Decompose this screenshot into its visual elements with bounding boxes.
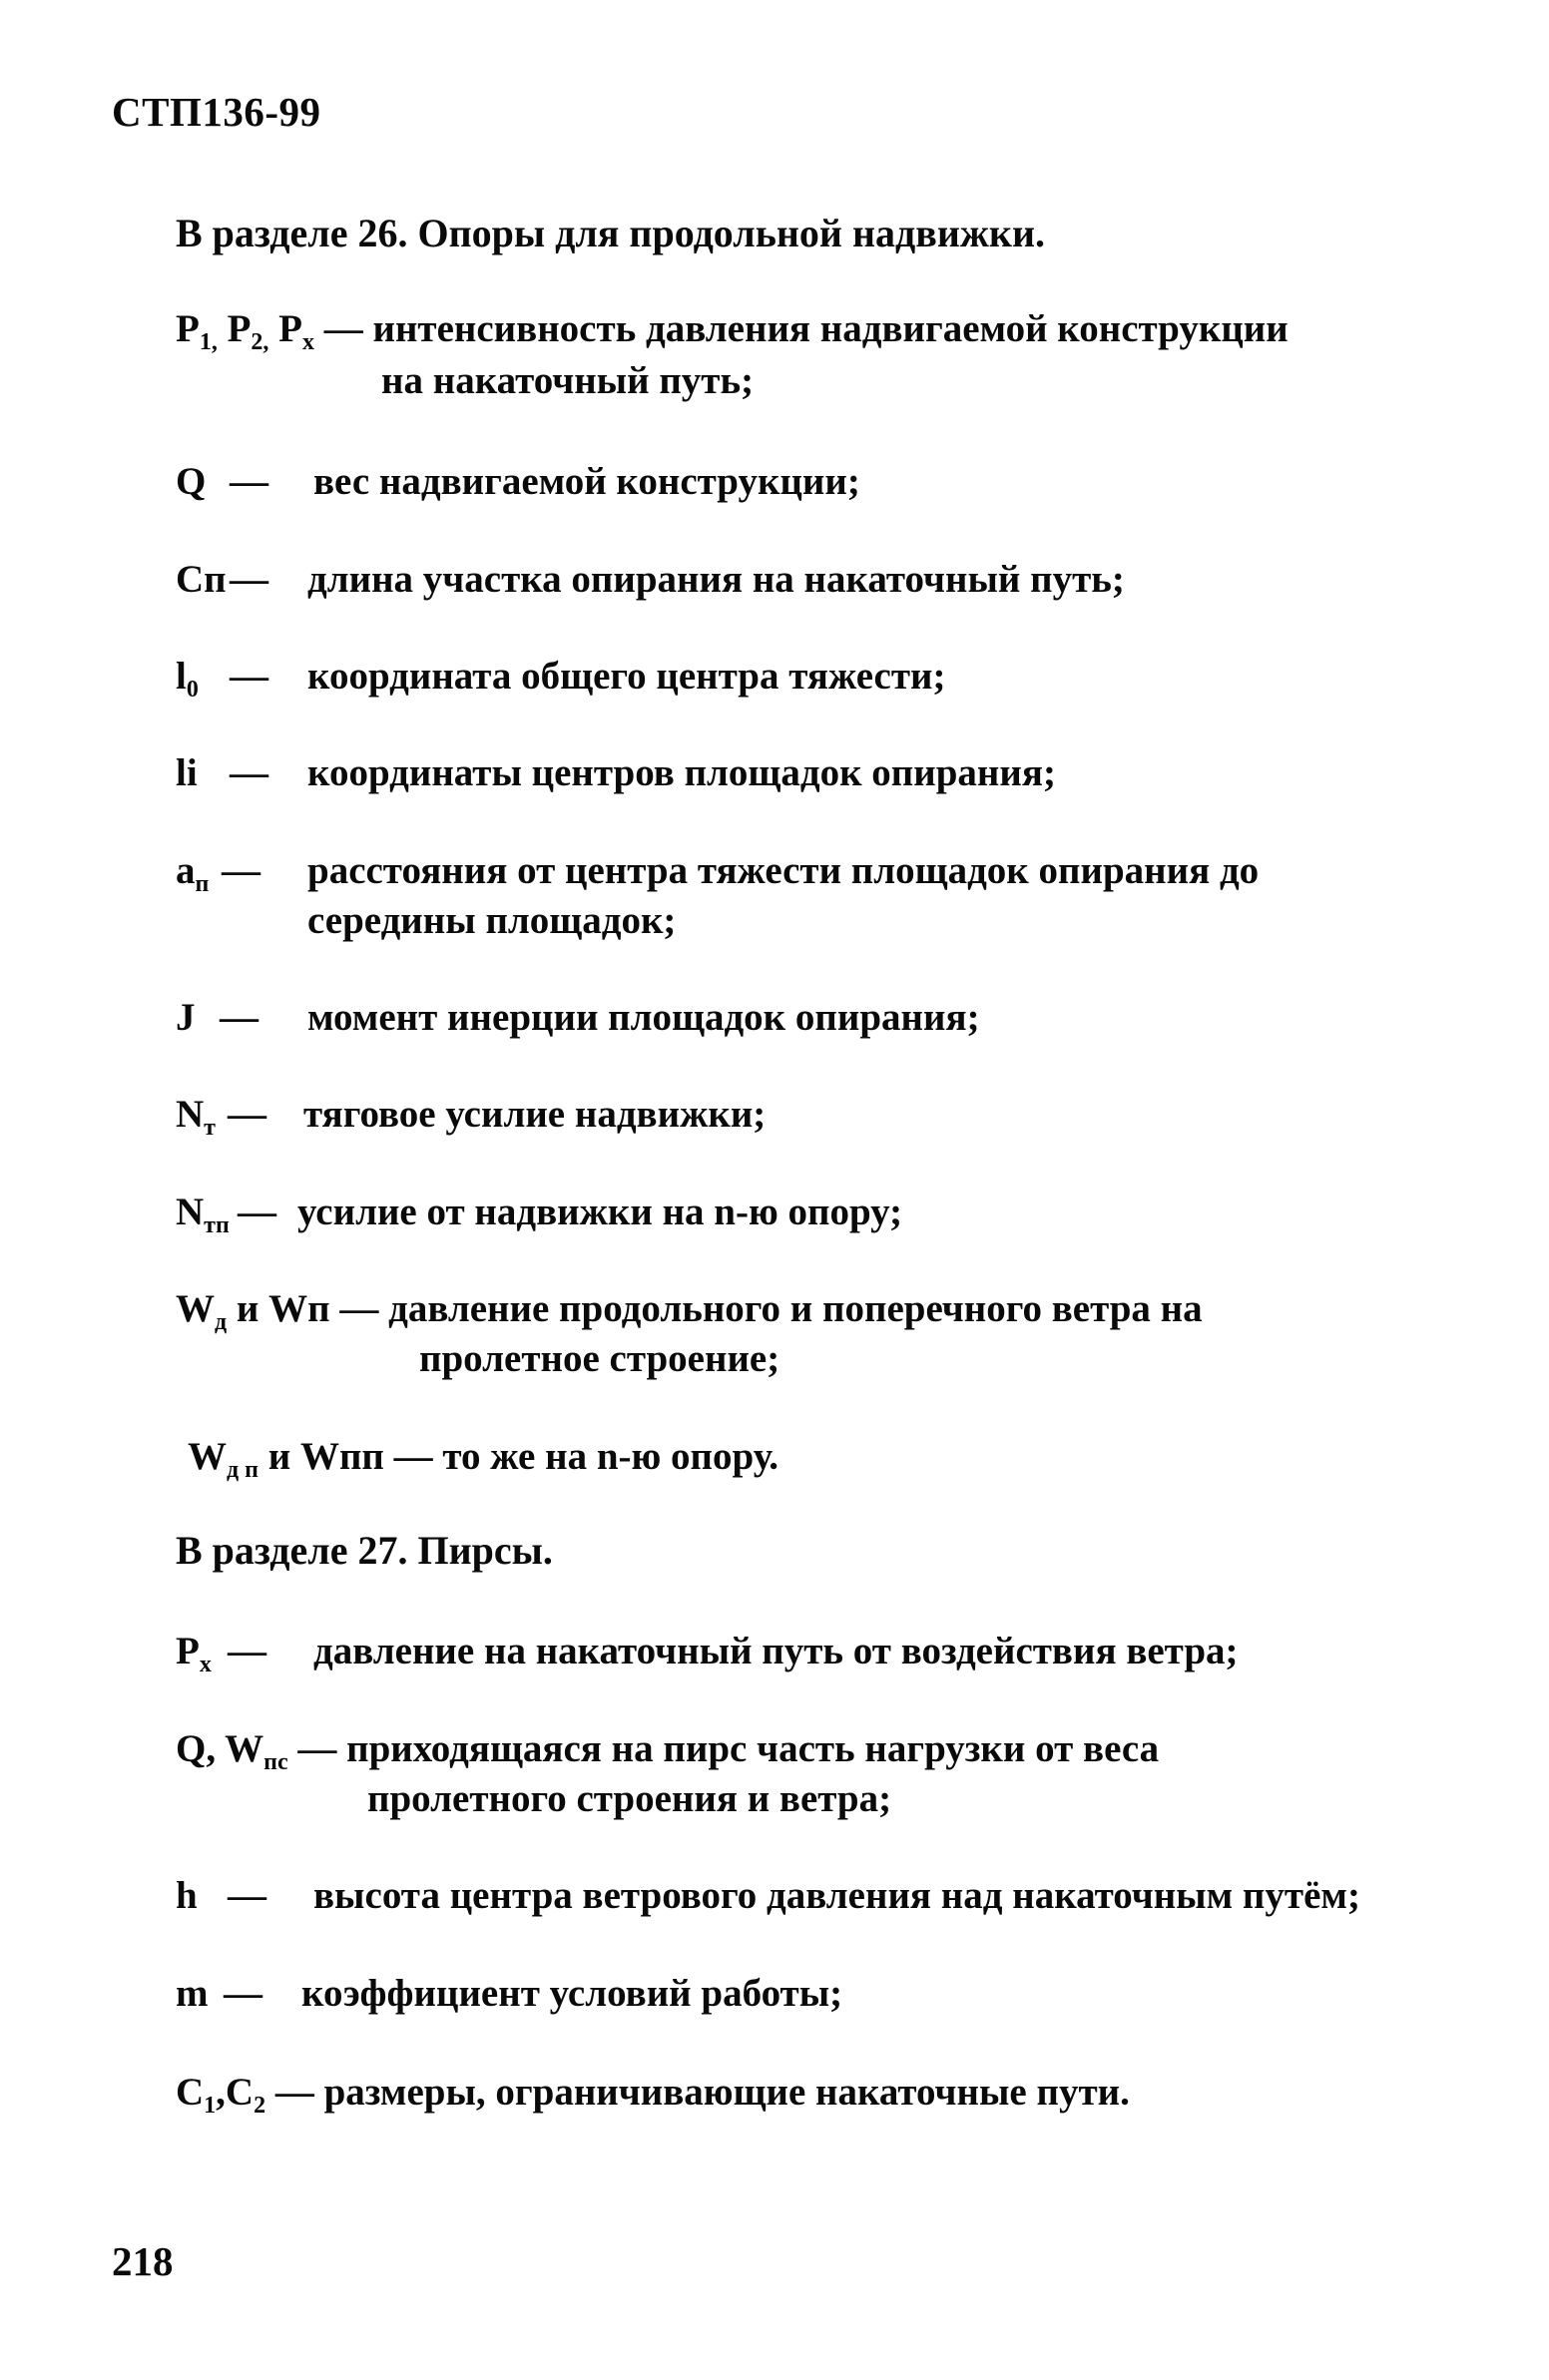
entry-subscript: п bbox=[195, 871, 210, 897]
entry-symbol-mid: и Wпп bbox=[258, 1435, 394, 1478]
entry-dash: — bbox=[238, 1190, 276, 1233]
entry-description: давление продольного и поперечного ветра на bbox=[388, 1287, 1203, 1330]
entry-dash: — bbox=[230, 655, 268, 698]
entry-symbol: Q, W bbox=[176, 1727, 264, 1770]
entry-dash: — bbox=[224, 1972, 262, 2015]
entry-symbol: N bbox=[176, 1093, 205, 1136]
entry-wdn-wnn bbox=[188, 1432, 778, 1482]
entry-q-wnc bbox=[176, 1724, 1159, 1774]
entry-subscript: тп bbox=[204, 1212, 230, 1238]
entry-description: координата общего центра тяжести; bbox=[307, 655, 946, 698]
entry-li bbox=[176, 748, 1056, 798]
entry-dash: — bbox=[339, 1287, 379, 1330]
entry-symbol: P bbox=[176, 1630, 200, 1672]
entry-dash: — bbox=[230, 751, 268, 794]
entry-m bbox=[176, 1969, 842, 2019]
entry-nt bbox=[176, 1090, 766, 1140]
entry-symbol: Cп bbox=[176, 558, 227, 601]
entry-continuation: середины площадок; bbox=[307, 899, 677, 942]
entry-px bbox=[176, 1627, 1239, 1676]
entry-symbol-3: P bbox=[268, 307, 302, 350]
section-26-prefix: В разделе 26. bbox=[176, 211, 408, 255]
entry-description: приходящаяся на пирс часть нагрузки от веса bbox=[346, 1727, 1160, 1770]
entry-description: момент инерции площадок опирания; bbox=[307, 996, 980, 1039]
entry-subscript: д п bbox=[227, 1457, 258, 1483]
entry-subscript: 0 bbox=[186, 677, 199, 703]
entry-symbol: li bbox=[176, 751, 198, 794]
entry-continuation: пролетного строения и ветра; bbox=[367, 1777, 892, 1820]
entry-description: усилие от надвижки на n-ю опору; bbox=[297, 1190, 903, 1233]
entry-dash: — bbox=[230, 558, 268, 601]
entry-continuation: на накаточный путь; bbox=[381, 359, 755, 402]
page-number: 218 bbox=[112, 2238, 174, 2284]
section-27-heading bbox=[176, 1527, 553, 1574]
entry-j bbox=[176, 993, 980, 1043]
entry-an bbox=[176, 846, 1259, 896]
entry-p1-p2-px bbox=[176, 304, 1289, 354]
entry-subscript: т bbox=[204, 1115, 216, 1141]
entry-symbol: Q bbox=[176, 460, 207, 503]
entry-dash: — bbox=[297, 1727, 337, 1770]
entry-description: размеры, ограничивающие накаточные пути. bbox=[323, 2071, 1130, 2114]
entry-wd-wn bbox=[176, 1284, 1203, 1334]
entry-ntn bbox=[176, 1188, 902, 1237]
entry-subscript: x bbox=[199, 1652, 212, 1677]
entry-h bbox=[176, 1871, 1360, 1921]
entry-description: координаты центров площадок опирания; bbox=[307, 751, 1056, 794]
entry-symbol-mid: и Wп bbox=[227, 1287, 340, 1330]
entry-subscript-3: x bbox=[301, 329, 314, 355]
entry-symbol: h bbox=[176, 1874, 198, 1917]
entry-dash: — bbox=[274, 2071, 314, 2114]
entry-description: высота центра ветрового давления над накаточным путём; bbox=[313, 1874, 1360, 1917]
entry-subscript: 1 bbox=[204, 2093, 217, 2119]
entry-symbol: m bbox=[176, 1972, 209, 2015]
entry-symbol: P bbox=[176, 307, 200, 350]
section-26-title: Опоры для продольной надвижки. bbox=[417, 211, 1045, 255]
entry-symbol: l bbox=[176, 655, 187, 698]
entry-symbol: C bbox=[176, 2071, 205, 2114]
entry-description: давление на накаточный путь от воздействия ветра; bbox=[313, 1630, 1239, 1672]
entry-description: тяговое усилие надвижки; bbox=[303, 1093, 767, 1136]
entry-dash: — bbox=[228, 1093, 266, 1136]
entry-symbol: J bbox=[176, 996, 196, 1039]
entry-dash: — bbox=[220, 996, 258, 1039]
document-code: СТП136-99 bbox=[112, 89, 321, 135]
entry-dash: — bbox=[313, 307, 373, 350]
entry-c1-c2 bbox=[176, 2068, 1130, 2118]
entry-symbol-2: P bbox=[217, 307, 252, 350]
entry-symbol: N bbox=[176, 1190, 205, 1233]
entry-symbol: W bbox=[188, 1435, 227, 1478]
entry-dash: — bbox=[228, 1874, 266, 1917]
entry-continuation: пролетное строение; bbox=[419, 1337, 780, 1380]
entry-description: коэффициент условий работы; bbox=[301, 1972, 843, 2015]
entry-description: то же на n-ю опору. bbox=[442, 1435, 779, 1478]
entry-subscript-2: 2 bbox=[254, 2093, 266, 2119]
entry-symbol-2: ,C bbox=[216, 2071, 255, 2114]
entry-subscript-2: 2, bbox=[251, 329, 269, 355]
entry-q bbox=[176, 457, 860, 507]
entry-description: вес надвигаемой конструкции; bbox=[313, 460, 860, 503]
entry-subscript: пс bbox=[263, 1749, 288, 1775]
entry-symbol: a bbox=[176, 849, 196, 892]
entry-cn bbox=[176, 555, 1125, 605]
entry-subscript: д bbox=[215, 1309, 228, 1335]
entry-dash: — bbox=[228, 1630, 266, 1672]
entry-description: интенсивность давления надвигаемой конструкции bbox=[372, 307, 1289, 350]
entry-dash: — bbox=[222, 849, 260, 892]
section-27-prefix: В разделе 27. bbox=[176, 1528, 408, 1573]
entry-description: длина участка опирания на накаточный путь; bbox=[307, 558, 1125, 601]
entry-dash: — bbox=[393, 1435, 433, 1478]
entry-subscript: 1, bbox=[199, 329, 218, 355]
entry-description: расстояния от центра тяжести площадок опирания до bbox=[307, 849, 1260, 892]
entry-l0 bbox=[176, 652, 945, 702]
entry-symbol: W bbox=[176, 1287, 215, 1330]
entry-dash: — bbox=[230, 460, 268, 503]
section-27-title: Пирсы. bbox=[417, 1528, 553, 1573]
section-26-heading bbox=[176, 210, 1045, 256]
